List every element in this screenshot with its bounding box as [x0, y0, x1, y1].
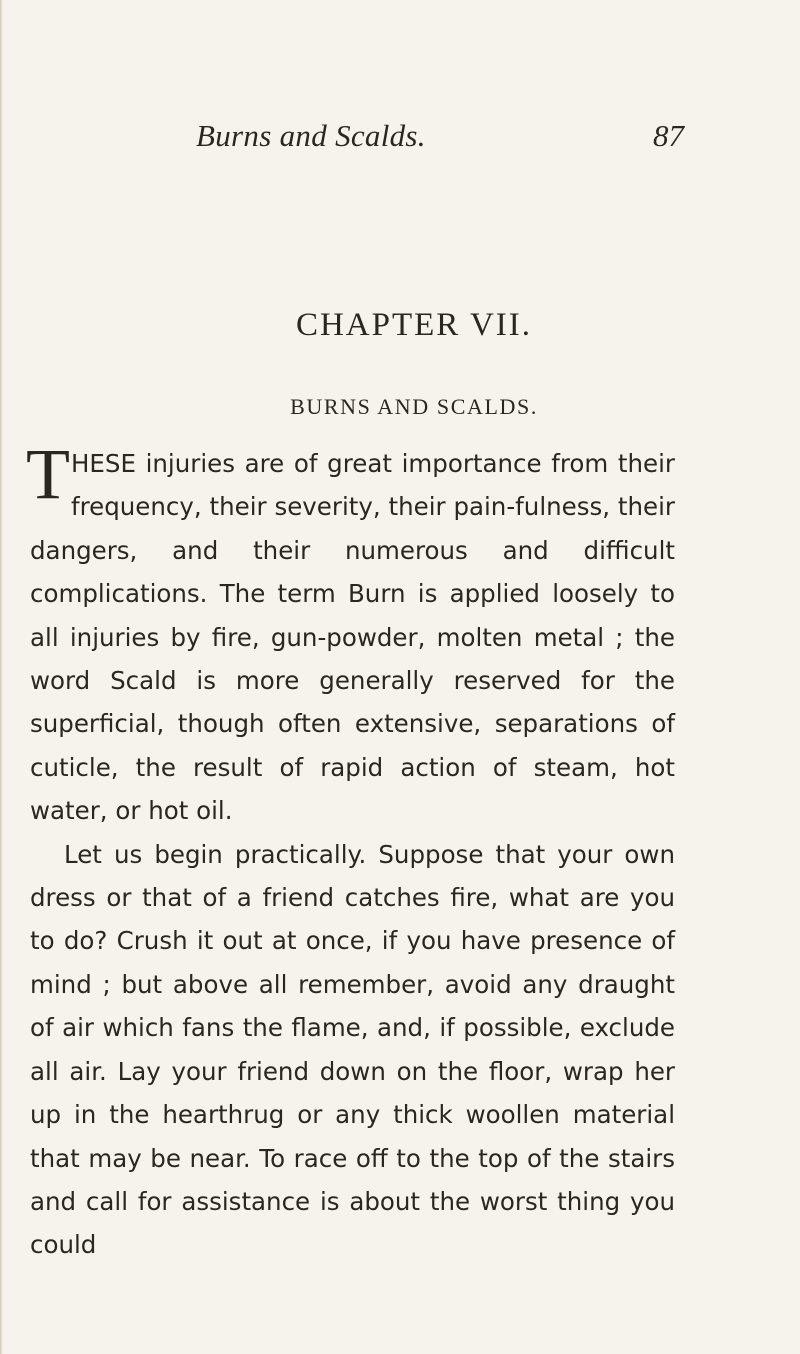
chapter-number: CHAPTER VII.: [295, 307, 533, 343]
paragraph-1: [26, 434, 675, 833]
running-head: [196, 118, 684, 158]
chapter-title: BURNS AND SCALDS.: [290, 394, 538, 419]
drop-cap: T: [26, 434, 70, 514]
running-head-title: Burns and Scalds.: [196, 118, 426, 153]
page-number: 87: [653, 118, 684, 153]
paragraph-2: Let us begin practically. Suppose that your own dress or that of a friend catches fire, what are you to do? Crush it out at once, if you have presence of mind ; but above all remember, avoid any draught of air which fans the flame, and, if possible, exclude all air. Lay your friend down on the floor, wrap her up in the hearthrug or any thick woollen material that may be near. To race off to the top of the stairs and call for assistance is about the worst thing you could: [30, 839, 675, 1260]
paragraph-1-text: HESE injuries are of great importance from their frequency, their severity, their pain-fulness, their dangers, and their numerous and difficult complications. The term Burn is applied loosely to all injuries by fire, gun-powder, molten metal ; the word Scald is more generally reserved for the superficial, though often extensive, separations of cuticle, the result of rapid action of steam, hot water, or hot oil.: [30, 449, 675, 826]
body-text: [26, 434, 675, 1267]
page-spine-edge: [0, 0, 3, 1354]
